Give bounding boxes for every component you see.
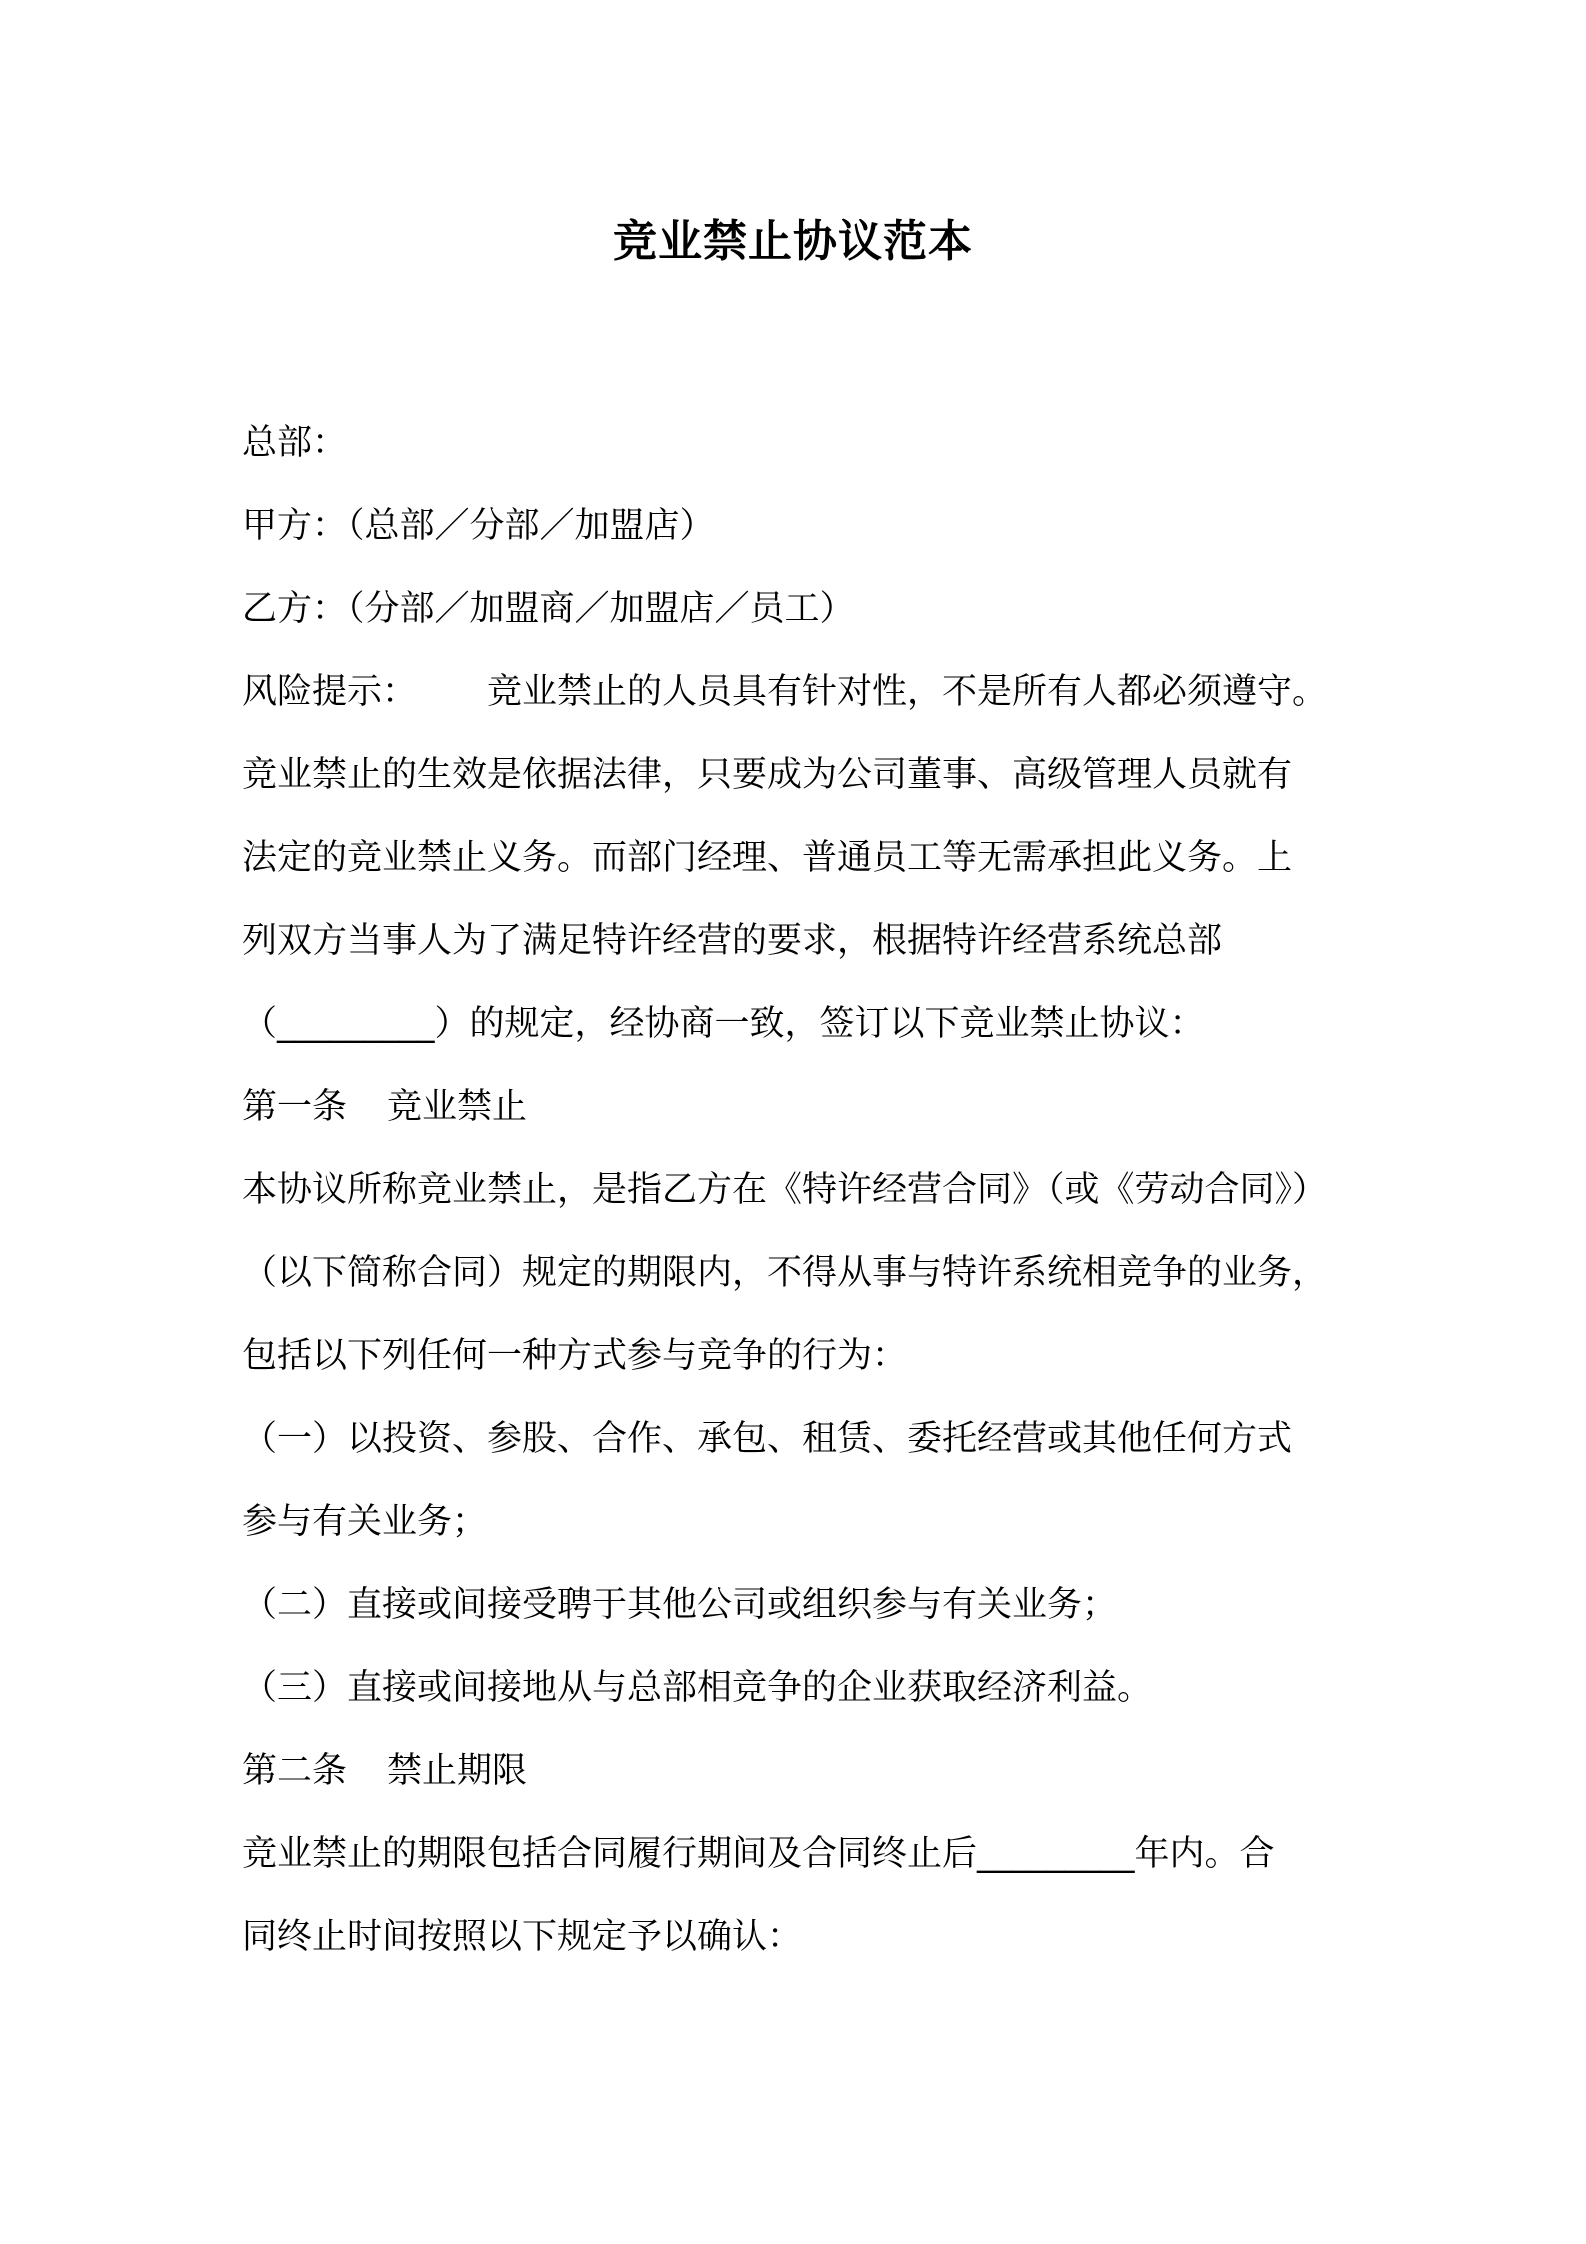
document-body — [242, 402, 1362, 1979]
article-title: 禁止期限 — [387, 1751, 528, 1791]
party-b-line: 乙方：（分部／加盟商／加盟店／员工） — [242, 589, 855, 629]
paragraph-line: （_________）的规定，经协商一致，签订以下竞业禁止协议： — [242, 1004, 1205, 1044]
risk-notice-line — [242, 651, 1362, 734]
paragraph-line: 列双方当事人为了满足特许经营的要求，根据特许经营系统总部 — [242, 921, 1223, 961]
paragraph-line: 竞业禁止的期限包括合同履行期间及合同终止后_________年内。合 — [242, 1834, 1275, 1874]
list-item-1-cont: 参与有关业务； — [242, 1502, 488, 1542]
party-a-line: 甲方：（总部／分部／加盟店） — [242, 506, 715, 546]
paragraph-line: 法定的竞业禁止义务。而部门经理、普通员工等无需承担此义务。上 — [242, 838, 1293, 878]
article-number: 第二条 — [242, 1751, 348, 1791]
paragraph-line: 包括以下列任何一种方式参与竞争的行为： — [242, 1336, 908, 1376]
risk-notice-label: 风险提示： — [242, 672, 418, 712]
article-number: 第一条 — [242, 1087, 348, 1127]
article-1-heading — [242, 1066, 1362, 1149]
risk-notice-text: 竞业禁止的人员具有针对性，不是所有人都必须遵守。 — [487, 672, 1328, 712]
paragraph-line: 本协议所称竞业禁止，是指乙方在《特许经营合同》（或《劳动合同》） — [242, 1170, 1328, 1210]
list-item-1: （一）以投资、参股、合作、承包、租赁、委托经营或其他任何方式 — [242, 1419, 1293, 1459]
document-title: 竞业禁止协议范本 — [613, 216, 973, 267]
headquarters-line: 总部： — [242, 423, 348, 463]
article-title: 竞业禁止 — [387, 1087, 528, 1127]
paragraph-line: （以下简称合同）规定的期限内，不得从事与特许系统相竞争的业务， — [242, 1253, 1328, 1293]
article-2-heading — [242, 1730, 1362, 1813]
paragraph-line: 同终止时间按照以下规定予以确认： — [242, 1917, 803, 1957]
paragraph-line: 竞业禁止的生效是依据法律，只要成为公司董事、高级管理人员就有 — [242, 755, 1293, 795]
list-item-2: （二）直接或间接受聘于其他公司或组织参与有关业务； — [242, 1585, 1118, 1625]
list-item-3: （三）直接或间接地从与总部相竞争的企业获取经济利益。 — [242, 1668, 1153, 1708]
